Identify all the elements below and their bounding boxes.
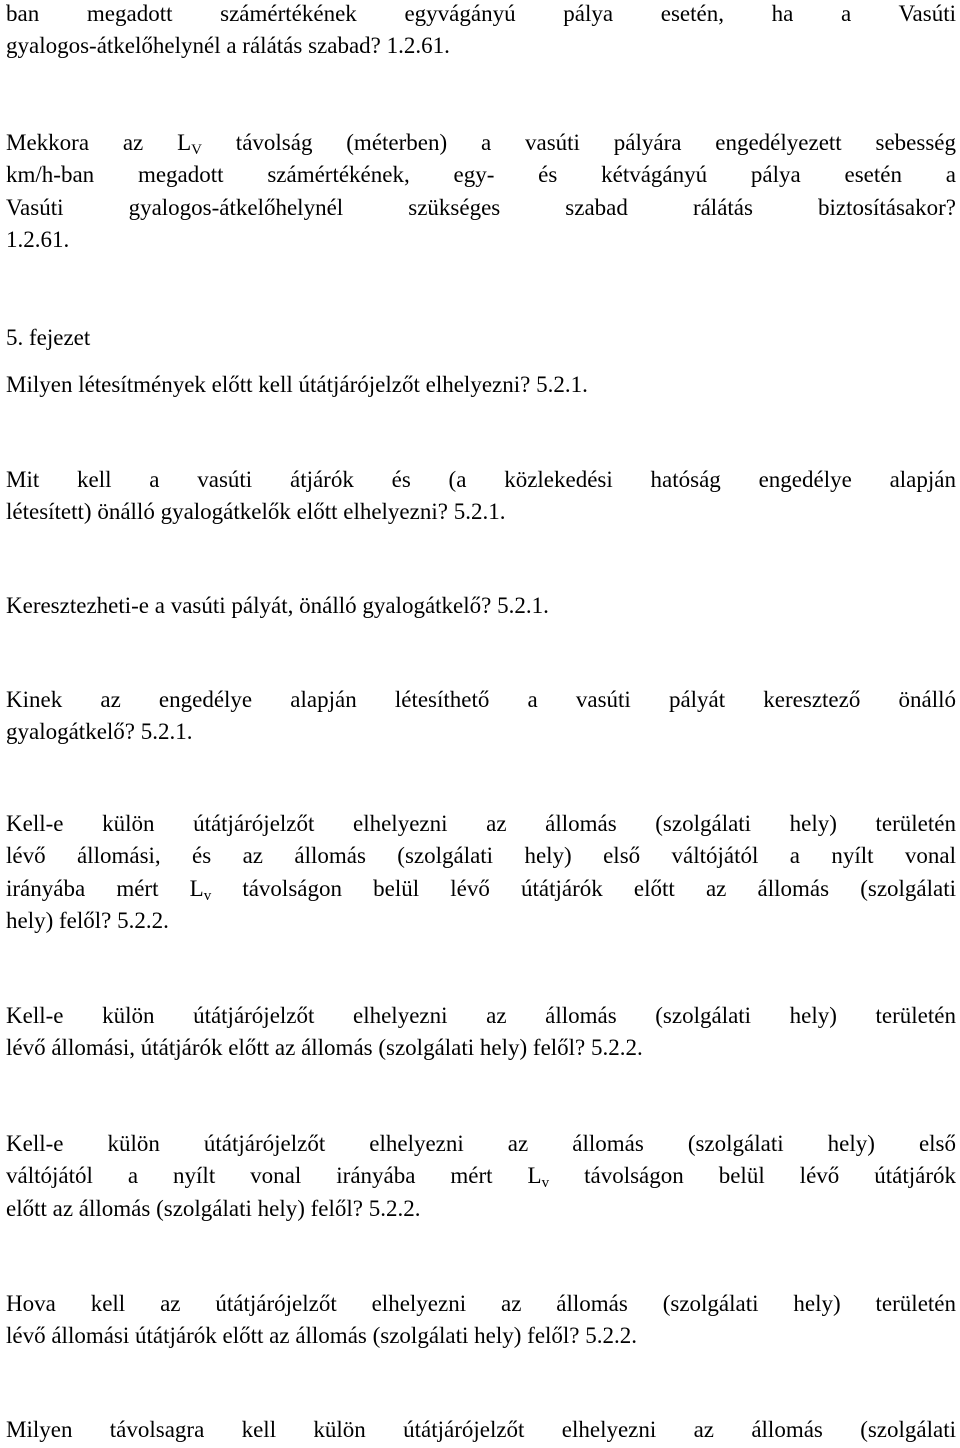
text-line: Milyen távolsagra kell külön útátjárójelzőt elhelyezni az állomás (szolgálati [6,1417,956,1442]
text-line: gyalogos-átkelőhelynél a rálátás szabad? 1.2.61. [6,33,450,59]
text-line: gyalogátkelő? 5.2.1. [6,719,193,745]
question-paragraph [6,1414,956,1446]
text-line: Kell-e külön útátjárójelzőt elhelyezni az állomás (szolgálati hely) területén [6,811,956,836]
subscript: v [203,887,212,904]
question-paragraph [6,1128,956,1225]
question-paragraph [6,369,956,401]
question-paragraph [6,0,956,63]
text-line: lévő állomási, útátjárók előtt az állomás (szolgálati hely) felől? 5.2.2. [6,1035,643,1061]
text-line: 1.2.61. [6,227,70,253]
text-line: Keresztezheti-e a vasúti pályát, önálló gyalogátkelő? 5.2.1. [6,593,549,618]
text-line: előtt az állomás (szolgálati hely) felől? 5.2.2. [6,1195,421,1221]
text-line: Kell-e külön útátjárójelzőt elhelyezni az állomás (szolgálati hely) területén [6,1003,956,1028]
subscript: v [541,1175,550,1192]
text-line: Kell-e külön útátjárójelzőt elhelyezni az állomás (szolgálati hely) első [6,1131,956,1156]
text-line: ban megadott számértékének egyvágányú pálya esetén, ha a Vasúti [6,1,956,26]
text-line: Hova kell az útátjárójelzőt elhelyezni az állomás (szolgálati hely) területén [6,1291,956,1316]
question-paragraph [6,127,956,257]
chapter-heading [6,322,956,354]
text-line: km/h-ban megadott számértékének, egy- és kétvágányú pálya esetén a [6,162,956,188]
question-paragraph [6,808,956,938]
text-line: Mekkora az $L_V$ távolság (méterben) a vasúti pályára engedélyezett sebesség [6,130,956,158]
text-line: Vasúti gyalogos-átkelőhelynél szükséges szabad rálátás biztosításakor? [6,194,956,220]
question-paragraph [6,1000,956,1065]
question-paragraph [6,1288,956,1353]
question-paragraph [6,464,956,529]
text-line: váltójától a nyílt vonal irányába mért $L_v$ távolságon belül lévő útátjárók [6,1163,956,1192]
text-line: lévő állomási, és az állomás (szolgálati hely) első váltójától a nyílt vonal [6,843,956,869]
text-line: hely) felől? 5.2.2. [6,908,169,934]
question-paragraph [6,684,956,749]
text-line: lévő állomási útátjárók előtt az állomás (szolgálati hely) felől? 5.2.2. [6,1323,638,1349]
text-line: 5. fejezet [6,325,91,350]
text-line: létesített) önálló gyalogátkelők előtt elhelyezni? 5.2.1. [6,499,506,525]
document-page [6,0,956,1448]
question-paragraph [6,590,956,622]
text-line: irányába mért $L_v$ távolságon belül lévő útátjárók előtt az állomás (szolgálati [6,875,956,904]
text-line: Mit kell a vasúti átjárók és (a közlekedési hatóság engedélye alapján [6,467,956,492]
text-line: Milyen létesítmények előtt kell útátjárójelzőt elhelyezni? 5.2.1. [6,372,588,397]
text-line: Kinek az engedélye alapján létesíthető a vasúti pályát keresztező önálló [6,687,956,712]
subscript: V [191,142,202,158]
